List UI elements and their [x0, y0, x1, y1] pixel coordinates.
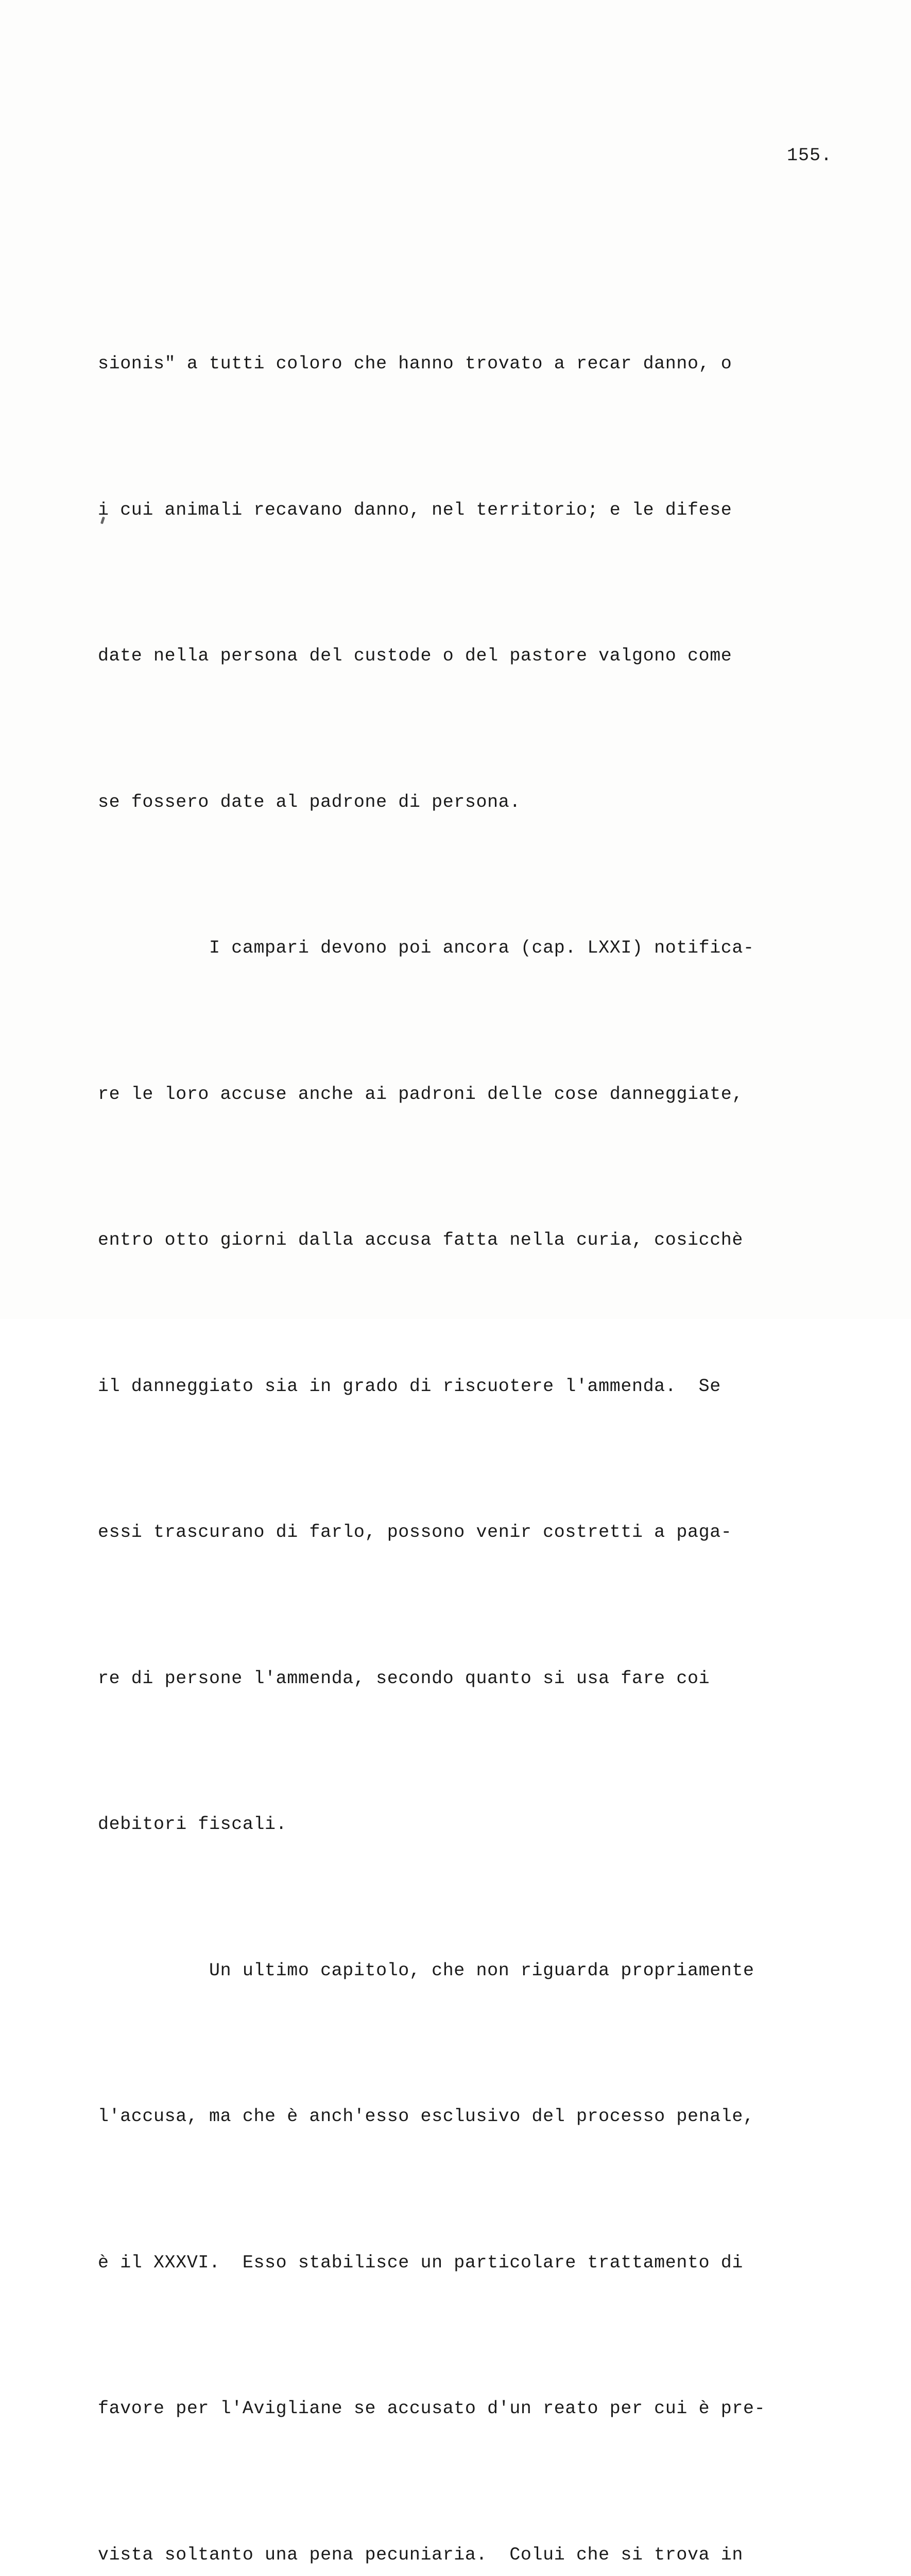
text-line: è il XXXVI. Esso stabilisce un particolare trattamento di: [98, 2239, 850, 2287]
text-line: l'accusa, ma che è anch'esso esclusivo del processo penale,: [98, 2092, 850, 2141]
text-line: se fossero date al padrone di persona.: [98, 778, 850, 827]
text-line: sionis" a tutti coloro che hanno trovato a recar danno, o: [98, 340, 850, 388]
text-line: il danneggiato sia in grado di riscuotere l'ammenda. Se: [98, 1362, 850, 1411]
text-line: entro otto giorni dalla accusa fatta nella curia, cosicchè: [98, 1216, 850, 1265]
page-number: 155.: [787, 145, 832, 166]
text-line: re le loro accuse anche ai padroni delle cose danneggiate,: [98, 1070, 850, 1119]
text-line: date nella persona del custode o del pastore valgono come: [98, 632, 850, 681]
text-line: Un ultimo capitolo, che non riguarda propriamente: [98, 1946, 850, 1995]
text-line: debitori fiscali.: [98, 1800, 850, 1849]
text-line: re di persone l'ammenda, secondo quanto si usa fare coi: [98, 1654, 850, 1703]
text-line: i cui animali recavano danno, nel territorio; e le difese: [98, 486, 850, 535]
typewritten-body: [98, 242, 850, 2576]
text-line: vista soltanto una pena pecuniaria. Colui che si trova in: [98, 2531, 850, 2576]
text-line: essi trascurano di farlo, possono venir costretti a paga-: [98, 1508, 850, 1557]
text-line: I campari devono poi ancora (cap. LXXI) notifica-: [98, 924, 850, 973]
text-line: favore per l'Avigliane se accusato d'un reato per cui è pre-: [98, 2384, 850, 2433]
